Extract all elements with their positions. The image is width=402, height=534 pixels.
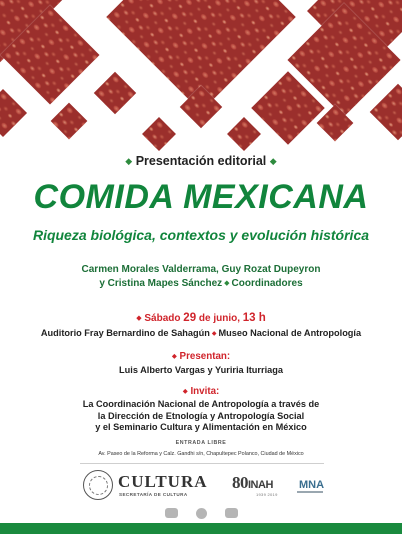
bean-diamond-center-bottom-right bbox=[227, 117, 261, 151]
subtitle-presentacion: ◆ Presentación editorial ◆ bbox=[125, 154, 277, 168]
mna-logo-bar bbox=[297, 491, 323, 493]
event-date: ◆ Sábado 29 de junio, 13 h bbox=[136, 312, 266, 324]
venue-address: Av. Paseo de la Reforma y Calz. Gandhi s/n, Chapultepec Polanco, Ciudad de México bbox=[98, 451, 304, 457]
invita-heading: ◆ Invita: bbox=[182, 386, 220, 397]
mexico-seal-icon bbox=[83, 470, 113, 500]
presentan-names: Luis Alberto Vargas y Yuriria Iturriaga bbox=[119, 365, 283, 375]
partner-logos bbox=[0, 508, 402, 519]
entrada-libre: ENTRADA LIBRE bbox=[175, 440, 227, 446]
authors-role: Coordinadores bbox=[231, 278, 303, 289]
coordinators-block bbox=[0, 263, 402, 291]
poster-title: COMIDA MEXICANA bbox=[33, 178, 369, 216]
authors-line-1: Carmen Morales Valderrama, Guy Rozat Dupeyron bbox=[81, 264, 321, 275]
cultura-subtitle: SECRETARÍA DE CULTURA bbox=[119, 492, 188, 497]
event-time: 13 h bbox=[242, 312, 266, 324]
inah-80-logo: 80INAH bbox=[232, 473, 273, 492]
event-venue: Auditorio Fray Bernardino de Sahagún ◆ Museo Nacional de Antropología bbox=[40, 328, 362, 338]
bean-diamond-left-inner bbox=[51, 103, 88, 140]
invita-text: La Coordinación Nacional de Antropología a través de la Dirección de Etnología y Antropología Social y el Seminario Cultura y Alimentación en México bbox=[82, 399, 320, 432]
bean-diamond-left-small bbox=[0, 89, 27, 137]
partner-logo-icon bbox=[225, 508, 238, 518]
bottom-green-bar bbox=[0, 523, 402, 534]
mna-logo: MNA bbox=[299, 479, 325, 491]
logos-divider bbox=[80, 463, 324, 464]
bean-diamond-center-left bbox=[94, 72, 136, 114]
presentan-heading: ◆ Presentan: bbox=[171, 351, 231, 362]
partner-logo-icon bbox=[196, 508, 207, 519]
cultura-logo: CULTURA bbox=[118, 472, 208, 491]
poster-tagline: Riqueza biológica, contextos y evolución histórica bbox=[32, 227, 370, 243]
partner-logo-icon bbox=[165, 508, 178, 518]
authors-line-2: y Cristina Mapes Sánchez ◆ Coordinadores bbox=[99, 278, 303, 289]
bean-diamond-right-small bbox=[370, 84, 402, 141]
event-date-number: 29 bbox=[183, 312, 197, 324]
bean-diamond-center-bottom-left bbox=[142, 117, 176, 151]
inah-years: 1939 2019 bbox=[256, 492, 278, 497]
